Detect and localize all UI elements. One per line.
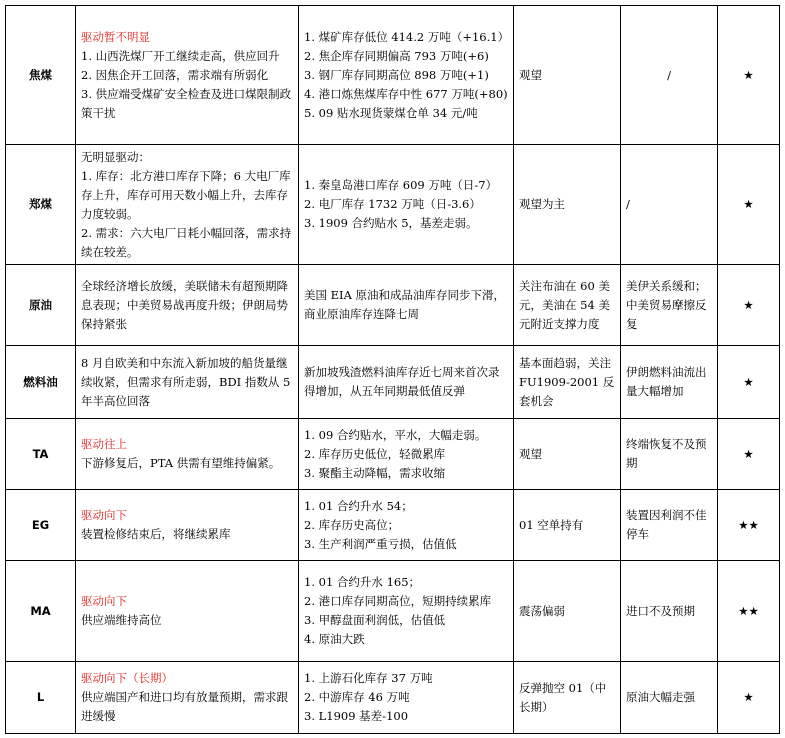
risk-cell: 终端恢复不及预期 bbox=[621, 419, 718, 490]
data-cell bbox=[299, 265, 514, 346]
driver-label: 驱动向下（长期） bbox=[81, 671, 173, 685]
commodity-name: MA bbox=[6, 561, 76, 662]
strategy-cell: 关注布油在 60 美元，美油在 54 美元附近支撑力度 bbox=[514, 265, 621, 346]
risk-cell: 伊朗燃料油流出量大幅增加 bbox=[621, 346, 718, 419]
analysis-cell bbox=[76, 265, 299, 346]
risk-cell: 原油大幅走强 bbox=[621, 662, 718, 734]
data-line: 1. 01 合约升水 54； bbox=[304, 498, 413, 513]
rating-stars: ★★ bbox=[718, 490, 780, 561]
commodity-name: TA bbox=[6, 419, 76, 490]
data-cell bbox=[299, 145, 514, 265]
analysis-cell bbox=[76, 145, 299, 265]
data-cell bbox=[299, 490, 514, 561]
driver-label: 驱动向下 bbox=[81, 594, 127, 608]
commodity-name: EG bbox=[6, 490, 76, 561]
data-line: 新加坡残渣燃料油库存近七周来首次录得增加，从五年同期最低值反弹 bbox=[304, 365, 500, 398]
commodity-name: 燃料油 bbox=[6, 346, 76, 419]
analysis-cell bbox=[76, 6, 299, 145]
data-line: 2. 库存历史低位，轻微累库 bbox=[304, 446, 446, 461]
analysis-cell bbox=[76, 662, 299, 734]
strategy-cell: 基本面趋弱，关注 FU1909-2001 反套机会 bbox=[514, 346, 621, 419]
data-line: 3. 聚酯主动降幅，需求收缩 bbox=[304, 465, 446, 480]
data-line: 1. 01 合约升水 165； bbox=[304, 575, 421, 589]
analysis-line: 下游修复后，PTA 供需有望维持偏紧。 bbox=[81, 456, 281, 470]
analysis-line: 供应端维持高位 bbox=[81, 613, 162, 627]
analysis-line: 1. 库存：北方港口库存下降；6 大电厂库存上升，库存可用天数小幅上升，去库存力度较弱。 bbox=[81, 168, 291, 221]
analysis-line: 供应端国产和进口均有放量预期，需求跟进缓慢 bbox=[81, 690, 288, 723]
rating-stars: ★ bbox=[718, 265, 780, 346]
commodity-name: 原油 bbox=[6, 265, 76, 346]
data-line: 1. 上游石化库存 37 万吨 bbox=[304, 671, 433, 685]
risk-cell: 美伊关系缓和；中美贸易摩擦反复 bbox=[621, 265, 718, 346]
data-cell bbox=[299, 6, 514, 145]
commodity-name: 郑煤 bbox=[6, 145, 76, 265]
risk-cell: / bbox=[621, 145, 718, 265]
table-row bbox=[6, 561, 780, 662]
table-row bbox=[6, 6, 780, 145]
risk-cell: 进口不及预期 bbox=[621, 561, 718, 662]
risk-cell: 装置因利润不佳停车 bbox=[621, 490, 718, 561]
table-row bbox=[6, 419, 780, 490]
rating-stars: ★ bbox=[718, 6, 780, 145]
analysis-line: 8 月自欧美和中东流入新加坡的船货量继续收紧，但需求有所走弱，BDI 指数从 5 年半高位回落 bbox=[81, 355, 291, 408]
analysis-line: 2. 因焦企开工回落，需求端有所弱化 bbox=[81, 67, 269, 82]
rating-stars: ★ bbox=[718, 662, 780, 734]
analysis-line: 无明显驱动： bbox=[81, 149, 150, 164]
table-row bbox=[6, 265, 780, 346]
data-line: 2. 焦企库存同期偏高 793 万吨(+6) bbox=[304, 48, 489, 63]
strategy-cell: 反弹抛空 01（中长期） bbox=[514, 662, 621, 734]
data-line: 2. 中游库存 46 万吨 bbox=[304, 690, 410, 704]
rating-stars: ★ bbox=[718, 346, 780, 419]
data-line: 2. 电厂库存 1732 万吨（日-3.6） bbox=[304, 197, 481, 211]
strategy-cell: 震荡偏弱 bbox=[514, 561, 621, 662]
data-line: 5. 09 贴水现货蒙煤仓单 34 元/吨 bbox=[304, 105, 478, 120]
driver-label: 驱动暂不明显 bbox=[81, 29, 150, 44]
analysis-cell bbox=[76, 419, 299, 490]
strategy-cell: 01 空单持有 bbox=[514, 490, 621, 561]
data-line: 2. 库存历史高位； bbox=[304, 517, 400, 532]
driver-label: 驱动往上 bbox=[81, 437, 127, 451]
data-line: 3. 生产利润严重亏损，估值低 bbox=[304, 536, 457, 551]
data-line: 3. L1909 基差-100 bbox=[304, 709, 409, 723]
table-row bbox=[6, 662, 780, 734]
data-line: 1. 秦皇岛港口库存 609 万吨（日-7） bbox=[304, 178, 498, 192]
data-cell bbox=[299, 419, 514, 490]
data-cell bbox=[299, 561, 514, 662]
analysis-line: 全球经济增长放缓，美联储未有超预期降息表现；中美贸易战再度升级；伊朗局势保持紧张 bbox=[81, 278, 288, 331]
data-line: 美国 EIA 原油和成品油库存同步下滑，商业原油库存连降七周 bbox=[304, 288, 506, 321]
data-line: 3. 1909 合约贴水 5，基差走弱。 bbox=[304, 216, 478, 230]
data-cell bbox=[299, 346, 514, 419]
analysis-cell bbox=[76, 490, 299, 561]
rating-stars: ★ bbox=[718, 419, 780, 490]
data-line: 3. 甲醇盘面利润低，估值低 bbox=[304, 613, 446, 627]
data-line: 1. 煤矿库存低位 414.2 万吨（+16.1） bbox=[304, 29, 510, 44]
strategy-cell: 观望 bbox=[514, 419, 621, 490]
rating-stars: ★★ bbox=[718, 561, 780, 662]
data-line: 4. 原油大跌 bbox=[304, 632, 365, 646]
analysis-line: 3. 供应端受煤矿安全检查及进口煤限制政策干扰 bbox=[81, 86, 292, 120]
commodity-strategy-table bbox=[5, 5, 780, 734]
analysis-cell bbox=[76, 561, 299, 662]
analysis-line: 1. 山西洗煤厂开工继续走高，供应回升 bbox=[81, 48, 280, 63]
data-line: 3. 钢厂库存同期高位 898 万吨(+1) bbox=[304, 67, 489, 82]
analysis-line: 2. 需求：六大电厂日耗小幅回落，需求持续在较差。 bbox=[81, 225, 292, 259]
data-line: 1. 09 合约贴水，平水，大幅走弱。 bbox=[304, 427, 487, 442]
table-row bbox=[6, 145, 780, 265]
strategy-cell: 观望为主 bbox=[514, 145, 621, 265]
rating-stars: ★ bbox=[718, 145, 780, 265]
driver-label: 驱动向下 bbox=[81, 508, 127, 522]
analysis-cell bbox=[76, 346, 299, 419]
data-line: 2. 港口库存同期高位，短期持续累库 bbox=[304, 594, 492, 608]
data-cell bbox=[299, 662, 514, 734]
strategy-cell: 观望 bbox=[514, 6, 621, 145]
commodity-name: 焦煤 bbox=[6, 6, 76, 145]
table-row bbox=[6, 346, 780, 419]
commodity-name: L bbox=[6, 662, 76, 734]
data-line: 4. 港口炼焦煤库存中性 677 万吨(+80) bbox=[304, 86, 508, 101]
risk-cell: / bbox=[621, 6, 718, 145]
analysis-line: 装置检修结束后，将继续累库 bbox=[81, 527, 231, 541]
table-row bbox=[6, 490, 780, 561]
